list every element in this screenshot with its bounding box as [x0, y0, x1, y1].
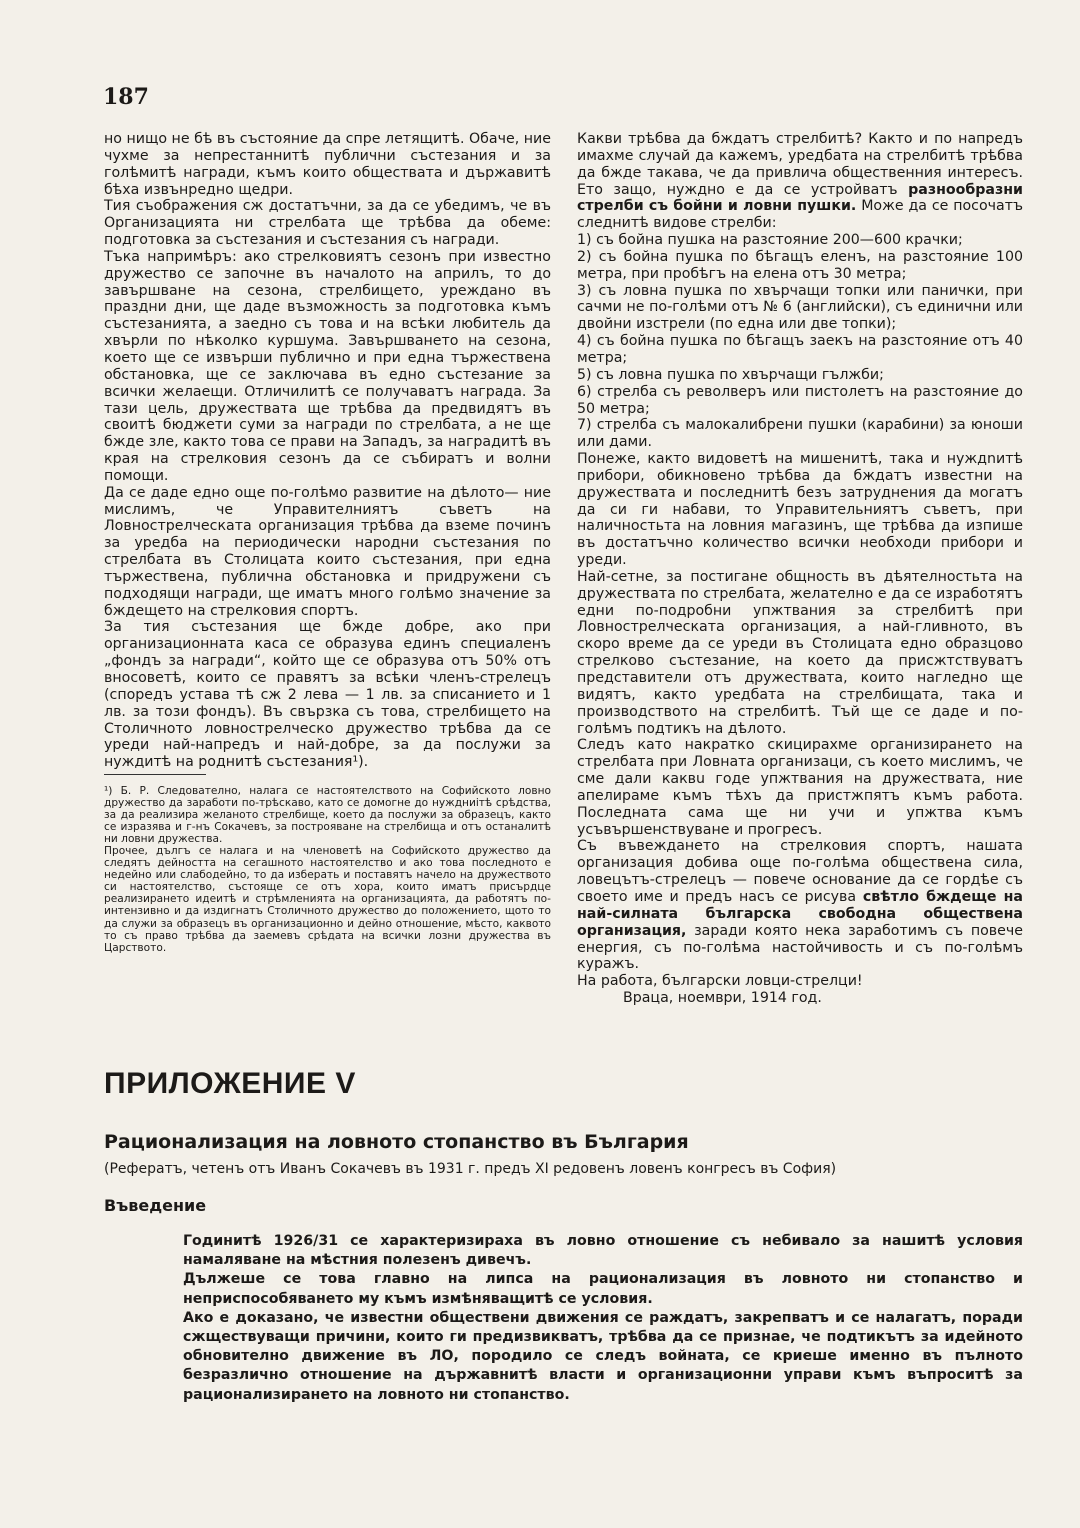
footnote-divider — [104, 774, 206, 775]
footnote — [104, 785, 551, 954]
right-paragraph — [577, 838, 1023, 973]
para-emphasis: свѣтло бждеще на най-силната българска свободна обществена организация, — [577, 888, 1024, 939]
list-item: 5) съ ловна пушка по хвърчащи гължби; — [577, 366, 884, 383]
left-paragraph: но нищо не бѣ въ състояние да спре летящитѣ. Обаче, ние чухме за непрестаннитѣ публични състезания и за голѣмитѣ награди, къмъ които обществата и държавитѣ бѣха извънредно щедри. — [104, 131, 551, 198]
intro-paragraph: Ако е доказано, че известни обществени движения се раждатъ, закрепватъ и се налагатъ, поради сжществуващи причини, които ги предизвикватъ, трѣбва да се признае, че подтикътъ за идейното обновително движение въ ЛО, породило се следъ войната, се криеше именно въ пълното безразлично отношение на държавнитѣ власти и организационни управи къмъ въпроситѣ за рационализирането на ловното ни стопанство. — [183, 1309, 1023, 1403]
list-item: 2) съ бойна пушка по бѣгащъ еленъ, на разстояние 100 метра, при пробѣгъ на елена отъ 30 метра; — [577, 248, 1023, 282]
right-paragraph: Понеже, както видоветѣ на мишенитѣ, така и нуждnитѣ прибори, обикновено трѣбва да бждатъ известни на дружествата и последнитѣ безъ затруднения да могатъ да си ги набави, то Управительниятъ съветъ, при наличностьта на ловния магазинъ, ще трѣбва да изпише въ достатъчно количество всички необходи прибори и уреди. — [577, 451, 1023, 569]
section-title: Въведение — [104, 1196, 207, 1215]
list-item: 7) стрелба съ малокалибрени пушки (карабини) за юноши или дами. — [577, 417, 1023, 451]
right-intro — [577, 131, 1023, 232]
right-column — [577, 131, 1023, 1007]
intro-emphasis: разнообразни стрелби съ бойни и ловни пушки. — [577, 181, 1023, 215]
right-paragraph: Най-сетне, за постигане общность въ дѣятелностьта на дружествата по стрелбата, желателно е да се изработятъ едни по-подробни упжтвания за стрелбитѣ при Ловнострелческата организация, а най-гливното, въ скоро време да се уреди въ Столицата едно образцово стрелково състезание, на което да присжтствуватъ представители отъ дружествата, които нагледно ще видятъ, както уредбата на стрелбищата, така и производството на стрелбитѣ. Тъй ще се даде и по-голѣмъ подтикъ на дѣлото. — [577, 568, 1023, 737]
intro-paragraph: Годинитѣ 1926/31 се характеризираха въ ловно отношение съ небивало за нашитѣ условия намаляване на мѣстния полезенъ дивечъ. — [183, 1233, 1023, 1269]
intro-text: Какви трѣбва да бждатъ стрелбитѣ? Както и по напредъ имахме случай да кажемъ, уредбата на стрелбитѣ трѣбва да бжде такава, че да привлича общественния интересъ. Ето защо, нуждно е да се устройватъ — [577, 131, 1023, 198]
article-subtitle: (Рефератъ, четенъ отъ Иванъ Сокачевъ въ 1931 г. предъ XI редовенъ ловенъ конгресъ въ София) — [104, 1161, 837, 1177]
intro-paragraph: Дължеше се това главно на липса на рационализация въ ловното ни стопанство и неприспособяването му къмъ измѣняващитѣ се условия. — [183, 1271, 1023, 1307]
left-paragraph: За тия състезания ще бжде добре, ако при организационната каса се образува единъ специаленъ „фондъ за награди“, който ще се образува отъ 50% отъ вносоветѣ, които се правятъ за всѣки членъ-стрелецъ (споредъ устава тѣ сж 2 лева — 1 лв. за списанието и 1 лв. за този фондъ). Въ свързка съ това, стрелбището на Столичното ловнострелческо дружество трѣбва да се уреди най-напредъ и най-добре, за да послужи за нуждитѣ на роднитѣ състезания¹). — [104, 619, 551, 771]
list-item: 4) съ бойна пушка по бѣгащъ заекъ на разстояние отъ 40 метра; — [577, 333, 1023, 366]
list-item: 6) стрелба съ револверъ или пистолетъ на разстояние до 50 метра; — [577, 383, 1023, 417]
list-item: 3) съ ловна пушка по хвърчащи топки или панички, при сачми не по-голѣми отъ № 6 (английски), съ единични или двойни изстрели (по една или две топки); — [577, 282, 1023, 333]
introduction-body — [183, 1232, 1023, 1405]
appendix-title: ПРИЛОЖЕНИЕ V — [104, 1067, 356, 1100]
left-paragraph: Тъка напримѣръ: ако стрелковиятъ сезонъ при известно дружество се започне въ началото на априлъ, то до завършване на сезона, стрелбището, уреждано въ праздни дни, ще даде възможность за подготовка къмъ състезанията, а заедно съ това и на всѣки любитель да хвърли по нѣколко куршума. Завършването на сезона, което ще се извърши публично и при една тържествена обстановка, ще се заключава въ едно състезание за всички желаещи. Отличилитѣ се получаватъ награда. За тази цель, дружествата ще трѣбва да предвидятъ въ своитѣ бюджети суми за награди по стрелбата, а не ще бжде зле, както това се прави на Западъ, за наградитѣ въ края на стрелковия сезонъ да се събиратъ и волни помощи. — [104, 248, 551, 484]
intro-text-end: Може да се посочатъ следнитѣ видове стрелби: — [577, 198, 1023, 232]
left-paragraph: Да се даде едно още по-голѣмо развитие на дѣлото— ние мислимъ, че Управителниятъ съветъ на Ловнострелческата организация трѣбва да вземе починъ за уредба на периодически народни състезания по стрелбата въ Столицата които състезания, при една тържествена, публична обстановка и придружени съ подходящи награди, ще иматъ много голѣмо значение за бждещето на стрелковия спортъ. — [104, 484, 551, 619]
footnote-paragraph: ¹) Б. Р. Следователно, налага се настоятелството на Софийското ловно дружество да заработи по-трѣскаво, като се домогне до нуждниiтѣ срѣдства, за да реализира желаното стрелбище, което да послужи за образецъ, както се изразява и г-нъ Сокачевъ, за построяване на стрелбища и отъ останалитѣ ни ловни дружества. — [104, 785, 551, 846]
para-text: Съ въвеждането на стрелковия спортъ, нашата организация добива още по-голѣма обществена сила, ловецътъ-стрелецъ — повече основание да се гордѣе съ своето име и предъ насъ се рисува — [577, 838, 1023, 905]
left-column — [104, 131, 551, 771]
right-paragraph: Следъ като накратко скицирахме организирането на стрелбата при Ловната организаци, съ което мислимъ, че сме дали каквu годе упжтвания на дружествата, ние апелираме къмъ тѣхъ да пристжпятъ къмъ работа. Последната сама ще ни учи и упжтва къмъ усъвършенствуване и прогресъ. — [577, 737, 1023, 838]
list-item: 1) съ бойна пушка на разстояние 200—600 крачки; — [577, 232, 963, 249]
signature-line: Враца, ноември, 1914 год. — [623, 990, 822, 1007]
article-title: Рационализация на ловното стопанство въ България — [104, 1131, 689, 1153]
closing-line: На работа, български ловци-стрелци! — [577, 973, 863, 990]
para-text-end: заради която нека заработимъ съ повече енергия, съ по-голѣма настойчивость и съ по-голѣмъ куражъ. — [577, 922, 1024, 973]
page-number: 187 — [103, 84, 149, 110]
footnote-paragraph: Прочее, дългъ се налага и на членоветѣ на Софийското дружество да следятъ дейността на сегашното настоятелство и ако това последното е недейно или слабодейно, то да изберать и поставятъ начело на дружеството си настоятелство, състояще се отъ хора, които иматъ присърдце реализирането идеитѣ и стрѣмленията на организацията, да работятъ по-интензивно и да издигнатъ Столичното дружество до положението, щото то да служи за образецъ въ организационно и дейно отношение, мѣсто, каквото то съ право трѣбва да заемевъ срѣдата на всички лозни дружества въ Царството. — [104, 845, 551, 954]
left-paragraph: Тия съображения сж достатъчни, за да се убедимъ, че въ Организацията ни стрелбата ще трѣбва да обеме: подготовка за състезания и състезания съ награди. — [104, 198, 551, 249]
